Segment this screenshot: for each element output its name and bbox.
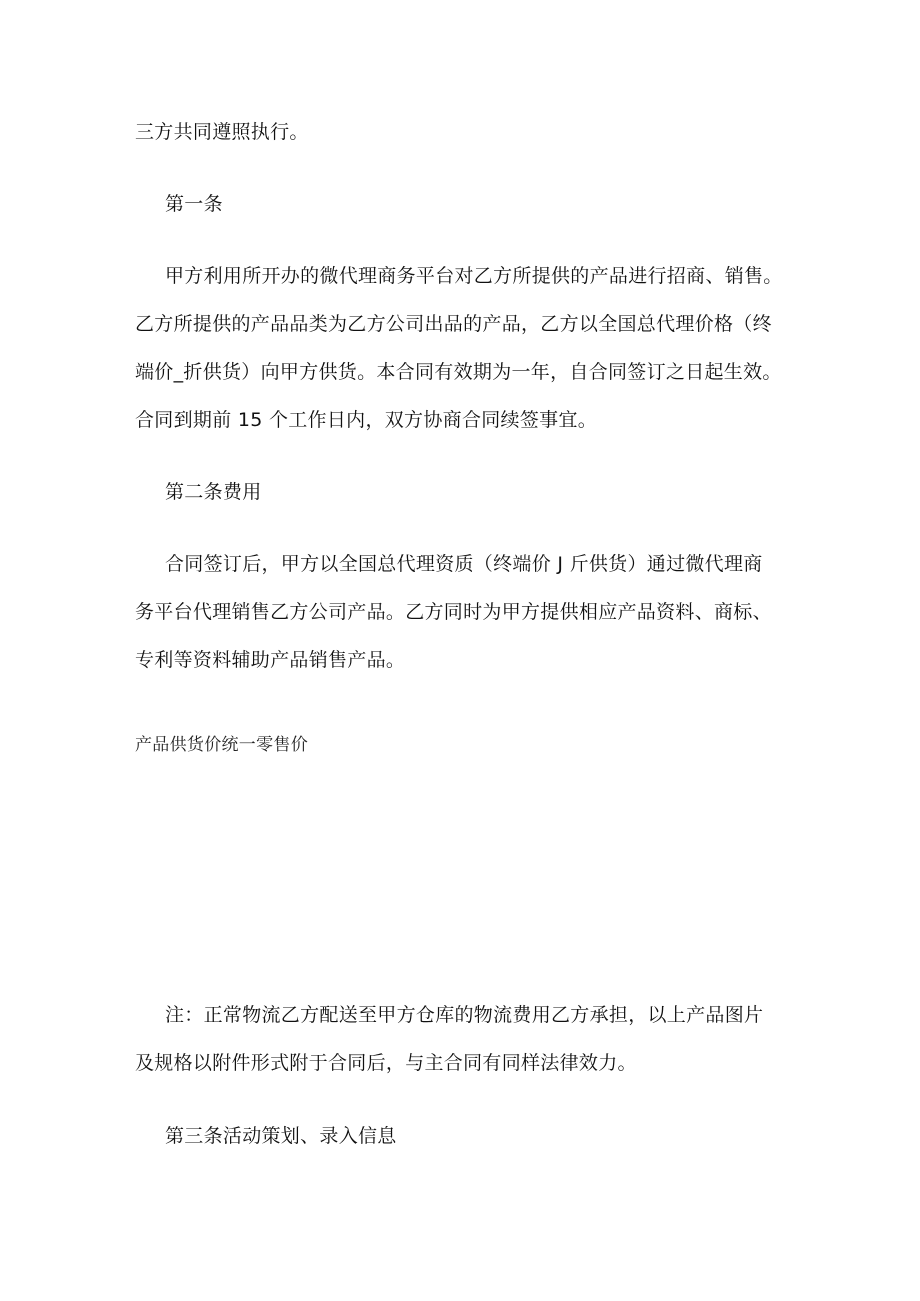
note-line: 注：正常物流乙方配送至甲方仓库的物流费用乙方承担，以上产品图片	[165, 1004, 764, 1026]
article-1-line: 端价_折供货）向甲方供货。本合同有效期为一年，自合同签订之日起生效。	[135, 361, 782, 383]
article-1-line: 甲方利用所开办的微代理商务平台对乙方所提供的产品进行招商、销售。	[165, 265, 783, 287]
article-1-line: 乙方所提供的产品品类为乙方公司出品的产品，乙方以全国总代理价格（终	[135, 313, 772, 335]
article-2-heading: 第二条费用	[165, 481, 262, 503]
article-2-line: 务平台代理销售乙方公司产品。乙方同时为甲方提供相应产品资料、商标、	[135, 601, 772, 623]
article-2-line: 专利等资料辅助产品销售产品。	[135, 649, 406, 671]
note-line: 及规格以附件形式附于合同后，与主合同有同样法律效力。	[135, 1052, 637, 1074]
price-table-caption: 产品供货价统一零售价	[135, 735, 308, 755]
article-1-line: 合同到期前 15 个工作日内，双方协商合同续签事宜。	[135, 409, 598, 431]
closing-line: 三方共同遵照执行。	[135, 121, 309, 143]
article-1-heading: 第一条	[165, 193, 223, 215]
article-3-heading: 第三条活动策划、录入信息	[165, 1125, 397, 1147]
article-2-line: 合同签订后，甲方以全国总代理资质（终端价 J 斤供货）通过微代理商	[165, 553, 763, 575]
